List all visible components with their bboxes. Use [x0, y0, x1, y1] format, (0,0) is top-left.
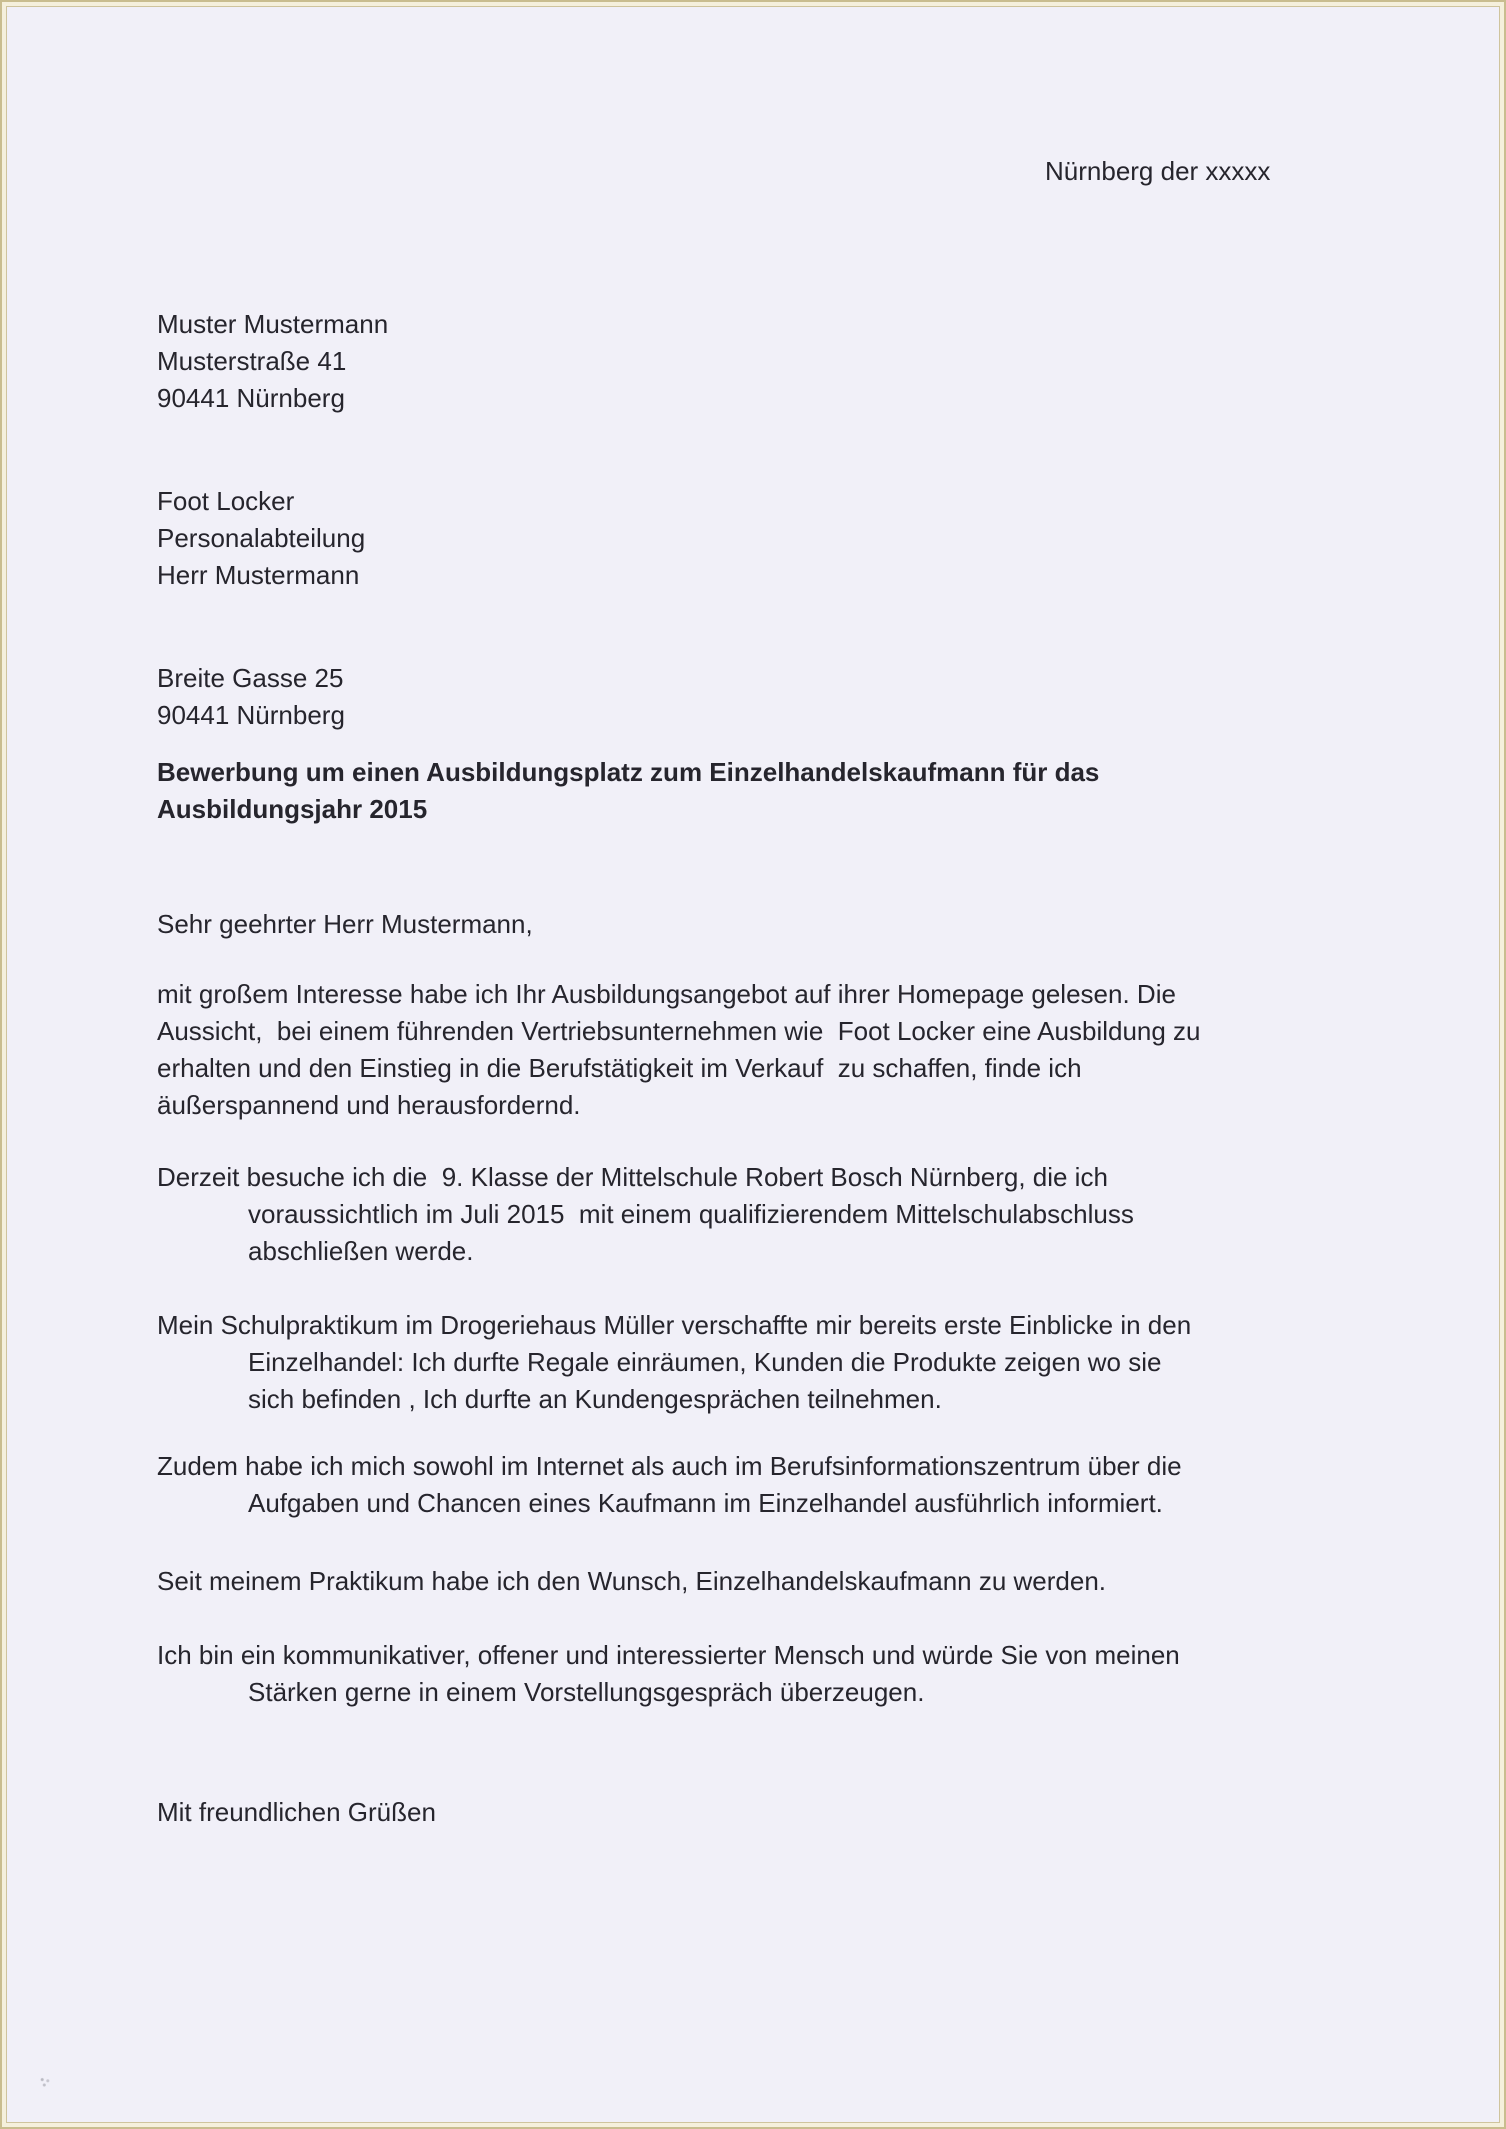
subject-line: [157, 754, 1399, 828]
sender-block: [157, 306, 1399, 417]
body-line: Aussicht, bei einem führenden Vertriebsunternehmen wie Foot Locker eine Ausbildung zu: [157, 1016, 1201, 1046]
salutation: Sehr geehrter Herr Mustermann,: [157, 909, 533, 939]
paragraph-personality: [157, 1637, 1399, 1711]
recipient-block: [157, 483, 1399, 594]
sender-street: Musterstraße 41: [157, 346, 347, 376]
body-line: Derzeit besuche ich die 9. Klasse der Mittelschule Robert Bosch Nürnberg, die ich: [157, 1162, 1108, 1192]
subject-line-1: Bewerbung um einen Ausbildungsplatz zum Einzelhandelskaufmann für das: [157, 757, 1100, 787]
closing-salutation: Mit freundlichen Grüßen: [157, 1797, 436, 1827]
sender-city: 90441 Nürnberg: [157, 383, 345, 413]
scan-speckle-artifact: [38, 2076, 52, 2088]
body-line: Mein Schulpraktikum im Drogeriehaus Müller verschaffte mir bereits erste Einblicke in den: [157, 1310, 1192, 1340]
subject-line-2: Ausbildungsjahr 2015: [157, 794, 428, 824]
recipient-city: 90441 Nürnberg: [157, 700, 345, 730]
body-line: abschließen werde.: [248, 1236, 474, 1266]
body-line: Seit meinem Praktikum habe ich den Wunsch, Einzelhandelskaufmann zu werden.: [157, 1566, 1107, 1596]
body-line: sich befinden , Ich durfte an Kundengesprächen teilnehmen.: [248, 1384, 942, 1414]
letter-content: [7, 7, 1499, 1831]
paragraph-school: [157, 1159, 1399, 1270]
body-line: Ich bin ein kommunikativer, offener und interessierter Mensch und würde Sie von meinen: [157, 1640, 1180, 1670]
sender-name: Muster Mustermann: [157, 309, 389, 339]
body-line: äußerspannend und herausfordernd.: [157, 1090, 581, 1120]
paragraph-internship: [157, 1307, 1399, 1418]
recipient-company: Foot Locker: [157, 486, 295, 516]
recipient-street: Breite Gasse 25: [157, 663, 344, 693]
body-line: erhalten und den Einstieg in die Berufstätigkeit im Verkauf zu schaffen, finde ich: [157, 1053, 1082, 1083]
body-line: mit großem Interesse habe ich Ihr Ausbildungsangebot auf ihrer Homepage gelesen. Die: [157, 979, 1176, 1009]
letter-sheet: [6, 6, 1500, 2123]
body-line: Zudem habe ich mich sowohl im Internet als auch im Berufsinformationszentrum über die: [157, 1451, 1182, 1481]
recipient-department: Personalabteilung: [157, 523, 366, 553]
recipient-contact: Herr Mustermann: [157, 560, 360, 590]
body-line: Stärken gerne in einem Vorstellungsgespräch überzeugen.: [248, 1677, 925, 1707]
body-line: Aufgaben und Chancen eines Kaufmann im Einzelhandel ausführlich informiert.: [248, 1488, 1163, 1518]
date-line: Nürnberg der xxxxx: [1045, 156, 1271, 186]
paragraph-wish: [157, 1563, 1399, 1600]
paragraph-interest: [157, 976, 1399, 1124]
body-line: voraussichtlich im Juli 2015 mit einem qualifizierendem Mittelschulabschluss: [248, 1199, 1134, 1229]
body-line: Einzelhandel: Ich durfte Regale einräumen, Kunden die Produkte zeigen wo sie: [248, 1347, 1162, 1377]
recipient-address-block: [157, 660, 1399, 734]
paragraph-research: [157, 1448, 1399, 1522]
